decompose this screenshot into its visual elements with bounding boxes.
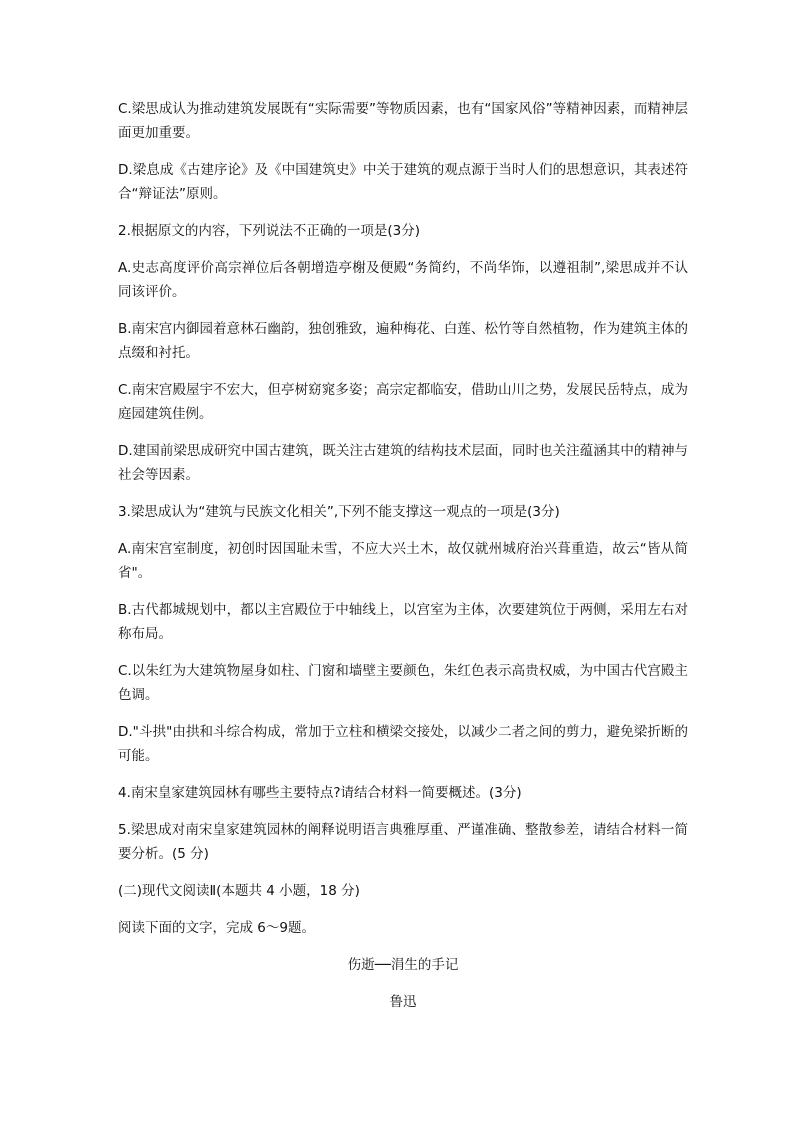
option-d-q2: D.建国前梁思成研究中国古建筑，既关注古建筑的结构技术层面，同时也关注蕴涵其中的精神与社会等因素。	[118, 443, 688, 483]
question-5: 5.梁思成对南宋皇家建筑园林的阐释说明语言典雅厚重、严谨准确、整散参差，请结合材料一简要分析。(5 分)	[118, 822, 688, 862]
option-d-q1: D.梁息成《古建序论》及《中国建筑史》中关于建筑的观点源于当时人们的思想意识，其表述符合“辩证法”原则。	[118, 162, 688, 202]
story-title: 伤逝──涓生的手记	[347, 957, 459, 973]
question-3-stem: 3.梁思成认为“建筑与民族文化相关”,下列不能支撑这一观点的一项是(3分)	[118, 504, 560, 520]
option-a-q2: A.史志高度评价高宗禅位后各朝增造亭榭及便殿“务简约，不尚华饰，以遵祖制”,梁思成并不认同该评价。	[118, 260, 688, 300]
document-body	[118, 97, 688, 1027]
option-c-q1: C.梁思成认为推动建筑发展既有“实际需要”等物质因素，也有“国家风俗”等精神因素，而精神层面更加重要。	[118, 101, 688, 141]
question-4: 4.南宋皇家建筑园林有哪些主要特点?请结合材料一简要概述。(3分)	[118, 785, 522, 801]
option-b-q3: B.古代都城规划中，都以主宫殿位于中轴线上，以宫室为主体，次要建筑位于两侧，采用左右对称布局。	[118, 602, 688, 642]
option-a-q3: A.南宋宫室制度，初创时因国耻未雪，不应大兴土木，故仅就州城府治兴葺重造，故云“皆从简省"。	[118, 541, 688, 581]
option-c-q3: C.以朱红为大建筑物屋身如柱、门窗和墙壁主要颜色，朱红色表示高贵权威，为中国古代宫殿主色调。	[118, 663, 688, 703]
option-b-q2: B.南宋宫内御园着意林石幽韵，独创雅致，遍种梅花、白莲、松竹等自然植物，作为建筑主体的点缀和衬托。	[118, 321, 688, 361]
option-c-q2: C.南宋宫殿屋宇不宏大，但亭树窈窕多姿；高宗定都临安，借助山川之势，发展民岳特点，成为庭园建筑佳例。	[118, 382, 688, 422]
question-2-stem: 2.根据原文的内容，下列说法不正确的一项是(3分)	[118, 223, 421, 239]
section-heading: (二)现代文阅读Ⅱ(本题共 4 小题，18 分)	[118, 883, 360, 899]
option-d-q3: D."斗拱"由拱和斗综合构成，常加于立柱和横梁交接处，以减少二者之间的剪力，避免梁折断的可能。	[118, 724, 688, 764]
story-author: 鲁迅	[389, 994, 417, 1010]
reading-instruction: 阅读下面的文字，完成 6～9题。	[118, 920, 315, 936]
